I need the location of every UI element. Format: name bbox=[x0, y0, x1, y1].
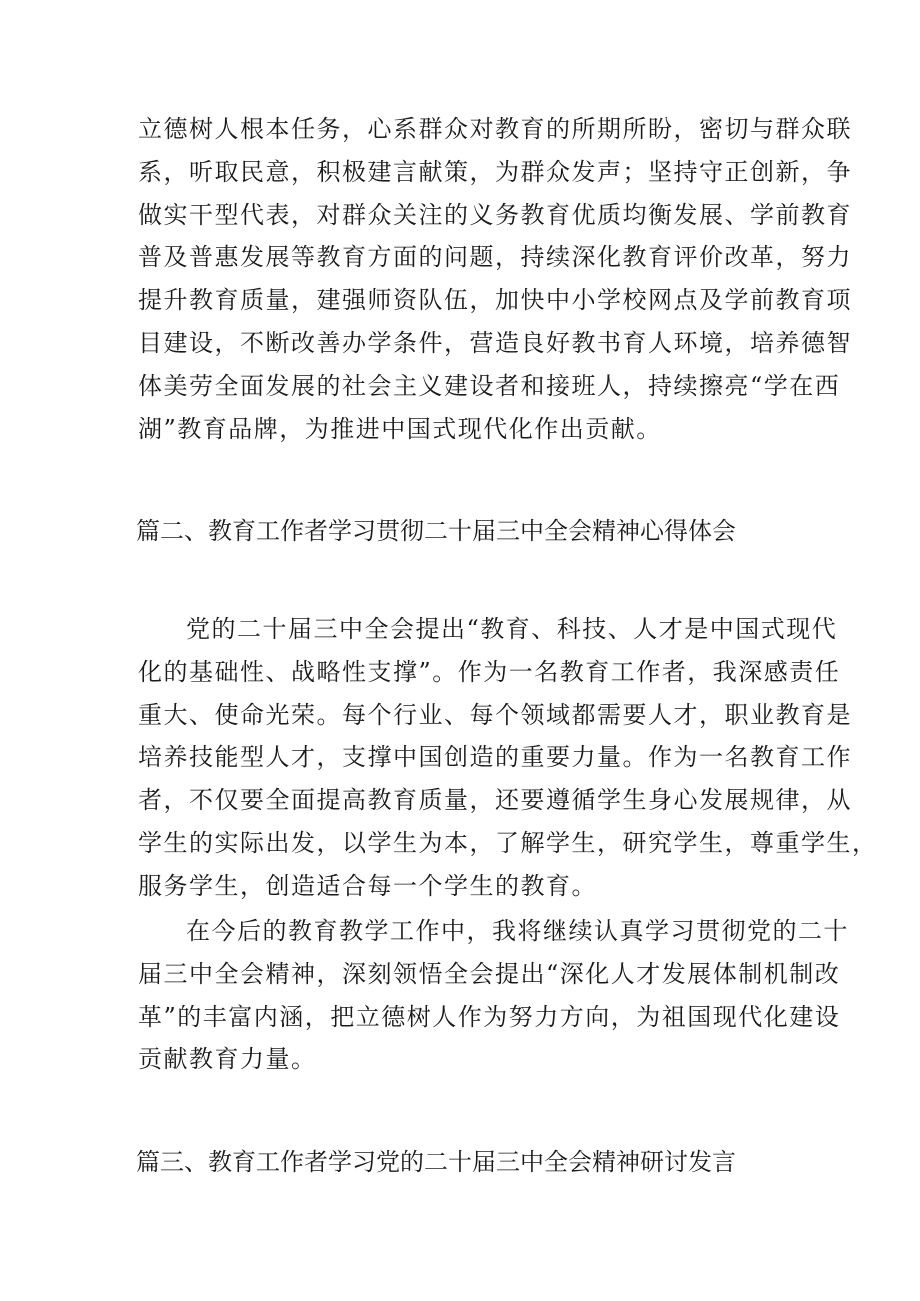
paragraph-line: 系，听取民意，积极建言献策，为群众发声；坚持守正创新，争 bbox=[138, 157, 852, 186]
paragraph-line: 体美劳全面发展的社会主义建设者和接班人，持续擦亮“学在西 bbox=[138, 371, 841, 400]
section-heading-2: 篇二、教育工作者学习贯彻二十届三中全会精神心得体会 bbox=[136, 517, 736, 545]
paragraph-line: 湖”教育品牌，为推进中国式现代化作出贡献。 bbox=[138, 414, 662, 443]
paragraph-line: 届三中全会精神，深刻领悟全会提出“深化人才发展体制机制改 bbox=[138, 959, 841, 988]
paragraph-2 bbox=[138, 608, 878, 908]
paragraph-line: 做实干型代表，对群众关注的义务教育优质均衡发展、学前教育 bbox=[138, 200, 852, 229]
paragraph-line: 普及普惠发展等教育方面的问题，持续深化教育评价改革，努力 bbox=[138, 243, 852, 272]
paragraph-1 bbox=[138, 108, 852, 450]
paragraph-line: 在今后的教育教学工作中，我将继续认真学习贯彻党的二十 bbox=[186, 917, 849, 945]
paragraph-line: 贡献教育力量。 bbox=[138, 1045, 317, 1074]
paragraph-line: 学生的实际出发，以学生为本，了解学生，研究学生，尊重学生， bbox=[138, 828, 878, 857]
paragraph-line: 服务学生，创造适合每一个学生的教育。 bbox=[138, 871, 597, 900]
paragraph-line: 重大、使命光荣。每个行业、每个领域都需要人才，职业教育是 bbox=[138, 700, 852, 729]
paragraph-3 bbox=[138, 910, 849, 1081]
paragraph-line: 党的二十届三中全会提出“教育、科技、人才是中国式现代 bbox=[186, 615, 838, 643]
paragraph-line: 革”的丰富内涵，把立德树人作为努力方向，为祖国现代化建设 bbox=[138, 1002, 841, 1031]
paragraph-line: 提升教育质量，建强师资队伍，加快中小学校网点及学前教育项 bbox=[138, 286, 852, 315]
paragraph-line: 立德树人根本任务，心系群众对教育的所期所盼，密切与群众联 bbox=[138, 115, 852, 143]
paragraph-line: 者，不仅要全面提高教育质量，还要遵循学生身心发展规律，从 bbox=[138, 786, 852, 815]
section-heading-3: 篇三、教育工作者学习党的二十届三中全会精神研讨发言 bbox=[136, 1148, 736, 1176]
paragraph-line: 目建设，不断改善办学条件，营造良好教书育人环境，培养德智 bbox=[138, 328, 852, 357]
paragraph-line: 化的基础性、战略性支撑”。作为一名教育工作者，我深感责任 bbox=[138, 657, 841, 686]
paragraph-line: 培养技能型人才，支撑中国创造的重要力量。作为一名教育工作 bbox=[138, 743, 852, 772]
